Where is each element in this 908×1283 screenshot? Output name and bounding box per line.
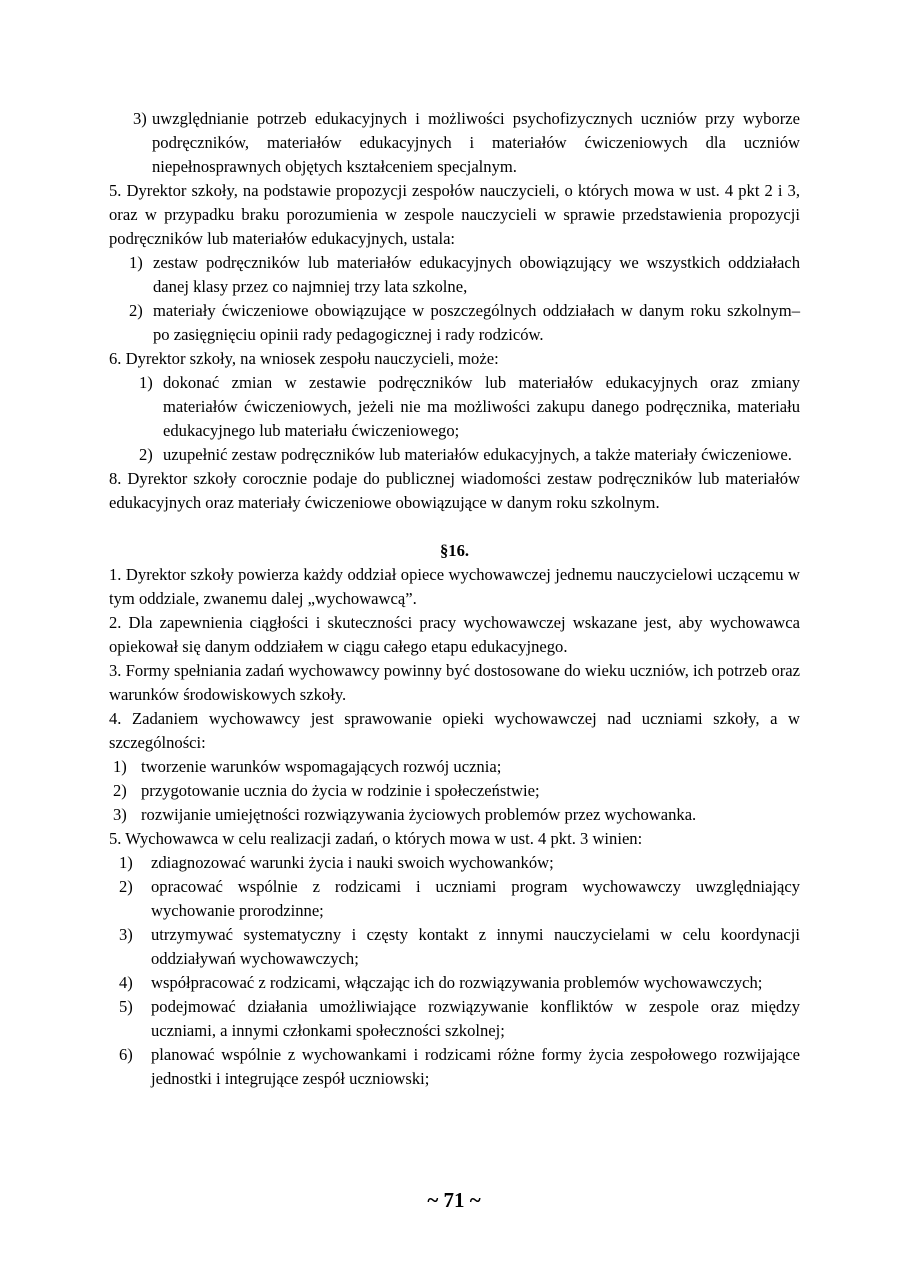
- list-item: [109, 299, 800, 347]
- list-item: [109, 995, 800, 1043]
- list-item: [109, 923, 800, 971]
- list-item: [109, 251, 800, 299]
- list-item: [109, 107, 800, 179]
- list-number: 2): [113, 781, 127, 800]
- list-text: tworzenie warunków wspomagających rozwój ucznia;: [141, 757, 502, 776]
- list-text: uzupełnić zestaw podręczników lub materiałów edukacyjnych, a także materiały ćwiczeniowe.: [163, 445, 792, 464]
- paragraph-8: 8. Dyrektor szkoły corocznie podaje do publicznej wiadomości zestaw podręczników lub materiałów edukacyjnych oraz materiały ćwiczeniowe obowiązujące w danym roku szkolnym.: [109, 469, 800, 512]
- list-text: materiały ćwiczeniowe obowiązujące w poszczególnych oddziałach w danym roku szkolnym– po zasięgnięciu opinii rady pedagogicznej i rady rodziców.: [153, 301, 800, 344]
- list-text: uwzględnianie potrzeb edukacyjnych i możliwości psychofizycznych uczniów przy wyborze podręczników, materiałów edukacyjnych i materiałów ćwiczeniowych dla uczniów niepełnosprawnych objętych kształceniem specjalnym.: [152, 109, 800, 176]
- list-item: [109, 1043, 800, 1091]
- list-item: [109, 779, 800, 803]
- list-number: 2): [139, 445, 153, 464]
- list-text: zdiagnozować warunki życia i nauki swoich wychowanków;: [151, 853, 554, 872]
- list-text: podejmować działania umożliwiające rozwiązywanie konfliktów w zespole oraz między uczniami, a innymi członkami społeczności szkolnej;: [151, 997, 800, 1040]
- list-item: [109, 851, 800, 875]
- list-text: planować wspólnie z wychowankami i rodzicami różne formy życia zespołowego rozwijające jednostki i integrujące zespół uczniowski;: [151, 1045, 800, 1088]
- section-paragraph-1: 1. Dyrektor szkoły powierza każdy oddział opiece wychowawczej jednemu nauczycielowi uczącemu w tym oddziale, zwanemu dalej „wychowawcą”.: [109, 565, 800, 608]
- list-number: 5): [119, 997, 133, 1016]
- section-heading: §16.: [439, 541, 470, 560]
- list-item: [109, 875, 800, 923]
- page-number: ~ 71 ~: [427, 1188, 481, 1212]
- list-item: [109, 803, 800, 827]
- list-number: 1): [129, 253, 143, 272]
- list-number: 3): [133, 109, 147, 128]
- list-item: [109, 443, 800, 467]
- list-number: 2): [119, 877, 133, 896]
- list-number: 1): [119, 853, 133, 872]
- list-item: [109, 755, 800, 779]
- list-number: 6): [119, 1045, 133, 1064]
- list-item: [109, 371, 800, 443]
- list-number: 2): [129, 301, 143, 320]
- section-paragraph-3: 3. Formy spełniania zadań wychowawcy powinny być dostosowane do wieku uczniów, ich potrzeb oraz warunków środowiskowych szkoły.: [109, 661, 800, 704]
- list-number: 3): [119, 925, 133, 944]
- list-number: 1): [139, 373, 153, 392]
- list-number: 3): [113, 805, 127, 824]
- section-paragraph-2: 2. Dla zapewnienia ciągłości i skuteczności pracy wychowawczej wskazane jest, aby wychowawca opiekował się danym oddziałem w ciągu całego etapu edukacyjnego.: [109, 613, 800, 656]
- list-number: 4): [119, 973, 133, 992]
- list-text: opracować wspólnie z rodzicami i uczniami program wychowawczy uwzględniający wychowanie prorodzinne;: [151, 877, 800, 920]
- list-text: zestaw podręczników lub materiałów edukacyjnych obowiązujący we wszystkich oddziałach danej klasy przez co najmniej trzy lata szkolne,: [153, 253, 800, 296]
- list-text: utrzymywać systematyczny i częsty kontakt z innymi nauczycielami w celu koordynacji oddziaływań wychowawczych;: [151, 925, 800, 968]
- list-text: przygotowanie ucznia do życia w rodzinie i społeczeństwie;: [141, 781, 540, 800]
- document-body: [109, 107, 800, 1091]
- list-text: rozwijanie umiejętności rozwiązywania życiowych problemów przez wychowanka.: [141, 805, 697, 824]
- list-text: dokonać zmian w zestawie podręczników lub materiałów edukacyjnych oraz zmiany materiałów ćwiczeniowych, jeżeli nie ma możliwości zakupu danego podręcznika, materiału edukacyjnego lub materiału ćwiczeniowego;: [163, 373, 800, 440]
- list-number: 1): [113, 757, 127, 776]
- section-paragraph-4: 4. Zadaniem wychowawcy jest sprawowanie opieki wychowawczej nad uczniami szkoły, a w szczególności:: [109, 709, 800, 752]
- section-paragraph-5: 5. Wychowawca w celu realizacji zadań, o których mowa w ust. 4 pkt. 3 winien:: [109, 829, 643, 848]
- paragraph-6: 6. Dyrektor szkoły, na wniosek zespołu nauczycieli, może:: [109, 349, 499, 368]
- list-text: współpracować z rodzicami, włączając ich do rozwiązywania problemów wychowawczych;: [151, 973, 763, 992]
- list-item: [109, 971, 800, 995]
- paragraph-5: 5. Dyrektor szkoły, na podstawie propozycji zespołów nauczycieli, o których mowa w ust. 4 pkt 2 i 3, oraz w przypadku braku porozumienia w zespole nauczycieli w sprawie przedstawienia propozycji podręczników lub materiałów edukacyjnych, ustala:: [109, 181, 800, 248]
